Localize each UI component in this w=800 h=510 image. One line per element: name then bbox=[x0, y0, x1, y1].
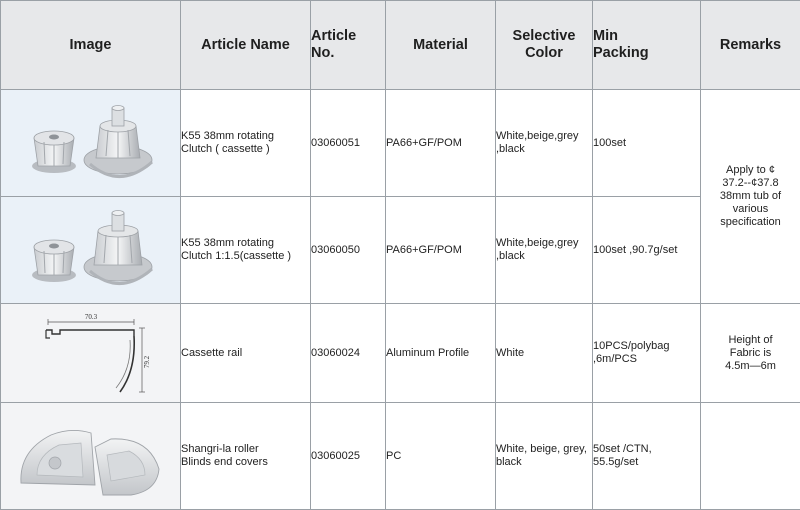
packing-cell: 100set bbox=[593, 90, 701, 197]
clutch-ratio-illustration bbox=[16, 205, 166, 295]
header-article-name: Article Name bbox=[181, 1, 311, 90]
color-cell: White bbox=[496, 304, 593, 403]
packing-cell: 50set /CTN, 55.5g/set bbox=[593, 403, 701, 510]
remark-cell-empty bbox=[701, 403, 800, 510]
table-row bbox=[1, 90, 800, 197]
color-cell: White,beige,grey ,black bbox=[496, 197, 593, 304]
article-no-cell: 03060025 bbox=[311, 403, 386, 510]
clutch-illustration bbox=[16, 98, 166, 188]
rail-width-label: 70.3 bbox=[84, 313, 97, 321]
article-name-cell: Cassette rail bbox=[181, 304, 311, 403]
article-name-cell: K55 38mm rotating Clutch ( cassette ) bbox=[181, 90, 311, 197]
table-row bbox=[1, 403, 800, 510]
product-image-end-covers bbox=[1, 403, 181, 510]
header-remarks: Remarks bbox=[701, 1, 800, 90]
remark-cell-rail: Height of Fabric is 4.5m—6m bbox=[701, 304, 800, 403]
header-min-packing: Min Packing bbox=[593, 1, 701, 90]
article-no-cell: 03060051 bbox=[311, 90, 386, 197]
header-row bbox=[1, 1, 800, 90]
table-row bbox=[1, 304, 800, 403]
article-name-cell: K55 38mm rotating Clutch 1:1.5(cassette ) bbox=[181, 197, 311, 304]
header-material: Material bbox=[386, 1, 496, 90]
article-no-cell: 03060050 bbox=[311, 197, 386, 304]
end-covers-illustration bbox=[11, 411, 171, 501]
product-image-clutch-ratio bbox=[1, 197, 181, 304]
remark-cell-clutch: Apply to ¢ 37.2--¢37.8 38mm tub of various specification bbox=[701, 90, 800, 304]
packing-cell: 10PCS/polybag ,6m/PCS bbox=[593, 304, 701, 403]
material-cell: PA66+GF/POM bbox=[386, 90, 496, 197]
product-image-clutch bbox=[1, 90, 181, 197]
rail-height-label: 79.2 bbox=[142, 355, 151, 369]
material-cell: PA66+GF/POM bbox=[386, 197, 496, 304]
header-image: Image bbox=[1, 1, 181, 90]
product-image-rail bbox=[1, 304, 181, 403]
table-row bbox=[1, 197, 800, 304]
material-cell: Aluminum Profile bbox=[386, 304, 496, 403]
packing-cell: 100set ,90.7g/set bbox=[593, 197, 701, 304]
article-no-cell: 03060024 bbox=[311, 304, 386, 403]
header-article-no: Article No. bbox=[311, 1, 386, 90]
article-name-cell: Shangri-la roller Blinds end covers bbox=[181, 403, 311, 510]
material-cell: PC bbox=[386, 403, 496, 510]
rail-profile-drawing bbox=[16, 310, 166, 396]
header-selective-color: Selective Color bbox=[496, 1, 593, 90]
color-cell: White, beige, grey, black bbox=[496, 403, 593, 510]
color-cell: White,beige,grey ,black bbox=[496, 90, 593, 197]
